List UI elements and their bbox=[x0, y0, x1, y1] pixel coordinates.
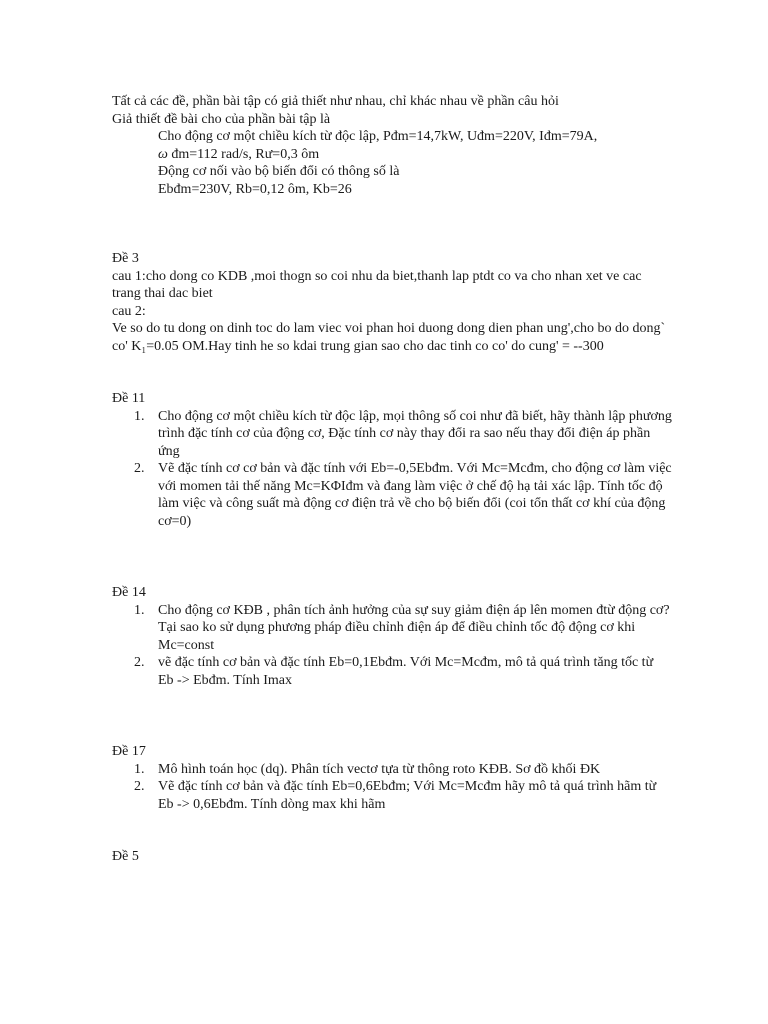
omega-symbol: ω bbox=[158, 146, 168, 162]
section-de-17 bbox=[112, 743, 672, 813]
spacer bbox=[112, 813, 672, 848]
question-2-text: Ve so do tu dong on dinh toc do lam viec voi phan hoi duong dong dien phan ung',cho bo do dong` co' K₁=0.05 OM.Hay tinh he so kdai trung gian sao cho dac tinh co co' do cung' = --300 bbox=[112, 321, 666, 354]
section-de-14 bbox=[112, 584, 672, 689]
question-list bbox=[112, 602, 672, 690]
spacer bbox=[112, 530, 672, 584]
section-title: Đề 14 bbox=[112, 585, 146, 600]
item-number: 1. bbox=[134, 761, 145, 777]
intro-line-6: Ebđm=230V, Rb=0,12 ôm, Kb=26 bbox=[158, 181, 352, 197]
item-number: 1. bbox=[134, 408, 145, 424]
spacer bbox=[112, 355, 672, 390]
section-de-5 bbox=[112, 848, 672, 866]
item-text: Cho động cơ KĐB , phân tích ảnh hưởng của sự suy giảm điện áp lên momen đtừ động cơ?Tại sao ko sử dụng phương pháp điều chỉnh điện áp để điều chỉnh tốc độ động cơ khi Mc=const bbox=[158, 602, 670, 653]
item-text: Vẽ đặc tính cơ cơ bản và đặc tính với Eb=-0,5Ebđm. Với Mc=Mcđm, cho động cơ làm việc với momen tải thế năng Mc=KΦIđm và đang làm việc ở chế độ hạ tải xác lập. Tính tốc độ làm việc và công suất mà động cơ điện trả về cho bộ biến đổi (coi tổn thất cơ khí của động cơ=0) bbox=[158, 461, 672, 529]
section-title: Đề 3 bbox=[112, 251, 139, 266]
intro-line-5: Động cơ nối vào bộ biến đổi có thông số là bbox=[158, 164, 400, 179]
item-text: Mô hình toán học (dq). Phân tích vectơ tựa từ thông roto KĐB. Sơ đồ khối ĐK bbox=[158, 761, 601, 777]
intro-line-4 bbox=[112, 146, 672, 164]
list-item bbox=[112, 761, 672, 779]
intro-line-2: Giả thiết đề bài cho của phần bài tập là bbox=[112, 111, 331, 127]
section-de-3 bbox=[112, 250, 672, 355]
list-item bbox=[112, 602, 672, 655]
list-item bbox=[112, 460, 672, 530]
item-number: 1. bbox=[134, 602, 145, 618]
intro-line-4-text: đm=112 rad/s, Rư=0,3 ôm bbox=[167, 146, 320, 162]
section-title: Đề 17 bbox=[112, 744, 146, 759]
item-number: 2. bbox=[134, 461, 145, 476]
question-list bbox=[112, 761, 672, 814]
item-text: Vẽ đặc tính cơ bản và đặc tính Eb=0,6Ebđm; Với Mc=Mcđm hãy mô tả quá trình hãm từ Eb -> 0,6Ebđm. Tính dòng max khi hãm bbox=[158, 779, 657, 812]
item-number: 2. bbox=[134, 779, 145, 794]
list-item bbox=[112, 408, 672, 461]
section-title: Đề 5 bbox=[112, 849, 139, 864]
document-page bbox=[112, 93, 672, 866]
question-1-text: cau 1:cho dong co KDB ,moi thogn so coi nhu da biet,thanh lap ptdt co va cho nhan xet ve cac trang thai dac biet bbox=[112, 268, 642, 301]
item-number: 2. bbox=[134, 655, 145, 670]
intro-line-1: Tất cả các đề, phần bài tập có giả thiết như nhau, chỉ khác nhau về phần câu hỏi bbox=[112, 94, 559, 109]
item-text: Cho động cơ một chiều kích từ độc lập, mọi thông số coi như đã biết, hãy thành lập phương trình đặc tính cơ của động cơ, Đặc tính cơ này thay đổi ra sao nếu thay đổi điện áp phần ứng bbox=[158, 408, 672, 459]
list-item bbox=[112, 778, 672, 813]
spacer bbox=[112, 198, 672, 250]
spacer bbox=[112, 689, 672, 743]
section-title: Đề 11 bbox=[112, 391, 146, 406]
list-item bbox=[112, 654, 672, 689]
section-de-11 bbox=[112, 390, 672, 530]
question-list bbox=[112, 408, 672, 531]
question-2-label: cau 2: bbox=[112, 303, 146, 319]
item-text: vẽ đặc tính cơ bản và đặc tính Eb=0,1Ebđm. Với Mc=Mcđm, mô tả quá trình tăng tốc từ Eb -> Ebđm. Tính Imax bbox=[158, 655, 654, 688]
intro-line-3: Cho động cơ một chiều kích từ độc lập, Pđm=14,7kW, Uđm=220V, Iđm=79A, bbox=[158, 129, 598, 144]
